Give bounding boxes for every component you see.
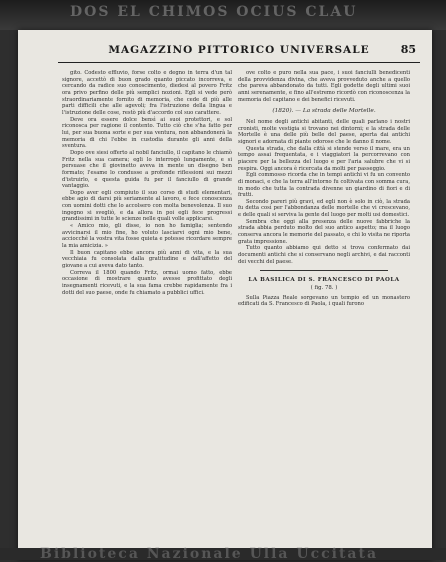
bleed-through-text: Biblioteca Nazionale Ulla Uccitata (40, 546, 379, 562)
paragraph: « Amico mio, gli disse, io non ho famiglia; sentendo avvicinarsi il mio fine, ho voluto lasciarvi ogni mio bene, acciocché la vostra vita fosse quieta e potesse ricordare sempre la mia amicizia. » (62, 223, 232, 250)
paragraph: Sembra che oggi alla presenza delle nuove fabbriche la strada abbia perduto molto del suo antico aspetto; ma il luogo conserva ancora le memorie del passato, e chi lo visita ne riporta grata impressione. (238, 218, 410, 245)
paragraph: Il buon capitano ebbe ancora più anni di vita, e la sua vecchiaia fu consolata dalla gratitudine e dall'affetto del giovane a cui aveva dato tanto. (62, 249, 232, 270)
paragraph: Nel nome degli antichi abitanti, delle quali parlano i nostri cronisti, molte vestigia si trovano nei dintorni; e la strada delle Mortelle è una delle più belle del paese, aperta dai antichi signori e adornata di piante odorose che le danno il nome. (238, 118, 410, 145)
paragraph: Dopo aver egli compiuto il suo corso di studi elementari, ebbe agio di darsi più seriamente al lavoro, e fece conoscenza con uomini dotti che lo accolsero con molta benevolenza. Il suo ingegno si svegliò, e da allora in poi egli fece progressi grandissimi in tutte le scienze nelle quali volle applicarsi. (62, 189, 232, 223)
paragraph: Tutto quanto abbiamo qui detto si trova confermato dai documenti antichi che si conservano negli archivi, e dai racconti dei vecchi del paese. (238, 245, 410, 265)
right-column (238, 70, 410, 550)
section-divider (260, 270, 388, 271)
running-header (58, 38, 420, 63)
bleed-through-text: DOS EL CHIMOS OCIUS CLAU (70, 4, 358, 20)
scan-bottom-border (0, 548, 446, 560)
section-heading: (1820). — La strada delle Mortelle. (272, 108, 376, 115)
scan-top-border (0, 0, 446, 30)
paragraph: ove colto e puro nella sua pace, i suoi fanciulli benedicenti della provvidenza divina, che aveva provveduto anche a quello che pareva abbandonato da tutti. Egli godette degli ultimi suoi anni serenamente, e fino all'estremo ricordò con riconoscenza la memoria del capitano e dei benefici ricevuti. (238, 70, 410, 103)
journal-title: MAGAZZINO PITTORICO UNIVERSALE (108, 44, 370, 56)
paragraph: Correva il 1800 quando Fritz, ormai uomo fatto, ebbe occasione di mostrare quanto avesse profittato degli insegnamenti ricevuti, e la sua fama crebbe rapidamente fra i dotti del suo paese, onde fu chiamato a pubblici uffici. (62, 269, 232, 296)
paragraph: Dopo ove siesi offerto al nobil fanciullo, il capitano le chiamò Fritz nella sua camera; egli lo interrogò lungamente, e si persuase che il giovinetto aveva in mente un disegno ben formato; l'esame lo condusse a profonde riflessioni sui mezzi d'istruirlo, e questa guida fu per il fanciullo di grande vantaggio. (62, 149, 232, 190)
paragraph: Deve ora essere dolce bensì ai suoi protettori, e sol riconosca per ragione il contento. Tutto ciò che s'ha fatto per lui, per sua buona sorte e per sua ventura, non abbandonerà la memoria di chi l'ebbe in custodia durante gli anni della sventura. (62, 116, 232, 150)
paragraph: gito. Codesto effluvio, forse colto e degno in terra d'un tal signore, accettò di buon grado quanto piccato incorreva, e cercando da radice suo conoscimento, diedesi al povero Fritz ora privo perfino delle più semplici nozioni. Egli si vede però straordinariamente fornito di memoria, che cede di più alle parti difficili che alle agevoli; fra l'istruzione della lingua e l'istruzione delle cose, restò più d'accordo col suo carattere. (62, 70, 232, 116)
paragraph: Questa strada, che dalla città si stende verso il mare, era un tempo assai frequentata, e i viaggiatori la percorrevano con piacere per la bellezza del luogo e per l'aria salubre che vi si respira. Oggi ancora è ricercata da molti per passeggio. (238, 145, 410, 172)
paragraph: Egli commosso ricorda che in tempi antichi vi fu un convento di monaci, e che la terra all'intorno fu coltivata con somma cura, in modo che tutta la contrada divenne un giardino di fiori e di frutti. (238, 172, 410, 199)
figure-reference: ( fig. 78. ) (310, 285, 338, 292)
article-title: LA BASILICA DI S. FRANCESCO DI PAOLA (248, 277, 400, 284)
paragraph: Sulla Piazza Reale sorgevano un tempio ed un monastero edificati da S. Francesco di Paola, i quali furono (238, 294, 410, 308)
paragraph: Secondo pareri più gravi, ed egli non è solo in ciò, la strada fu detta così per l'abbondanza delle mortelle che vi crescevano, e delle quali si serviva la gente del luogo per molti usi domestici. (238, 198, 410, 219)
document-page (18, 30, 432, 560)
left-column (62, 70, 232, 550)
page-number: 85 (400, 43, 416, 56)
